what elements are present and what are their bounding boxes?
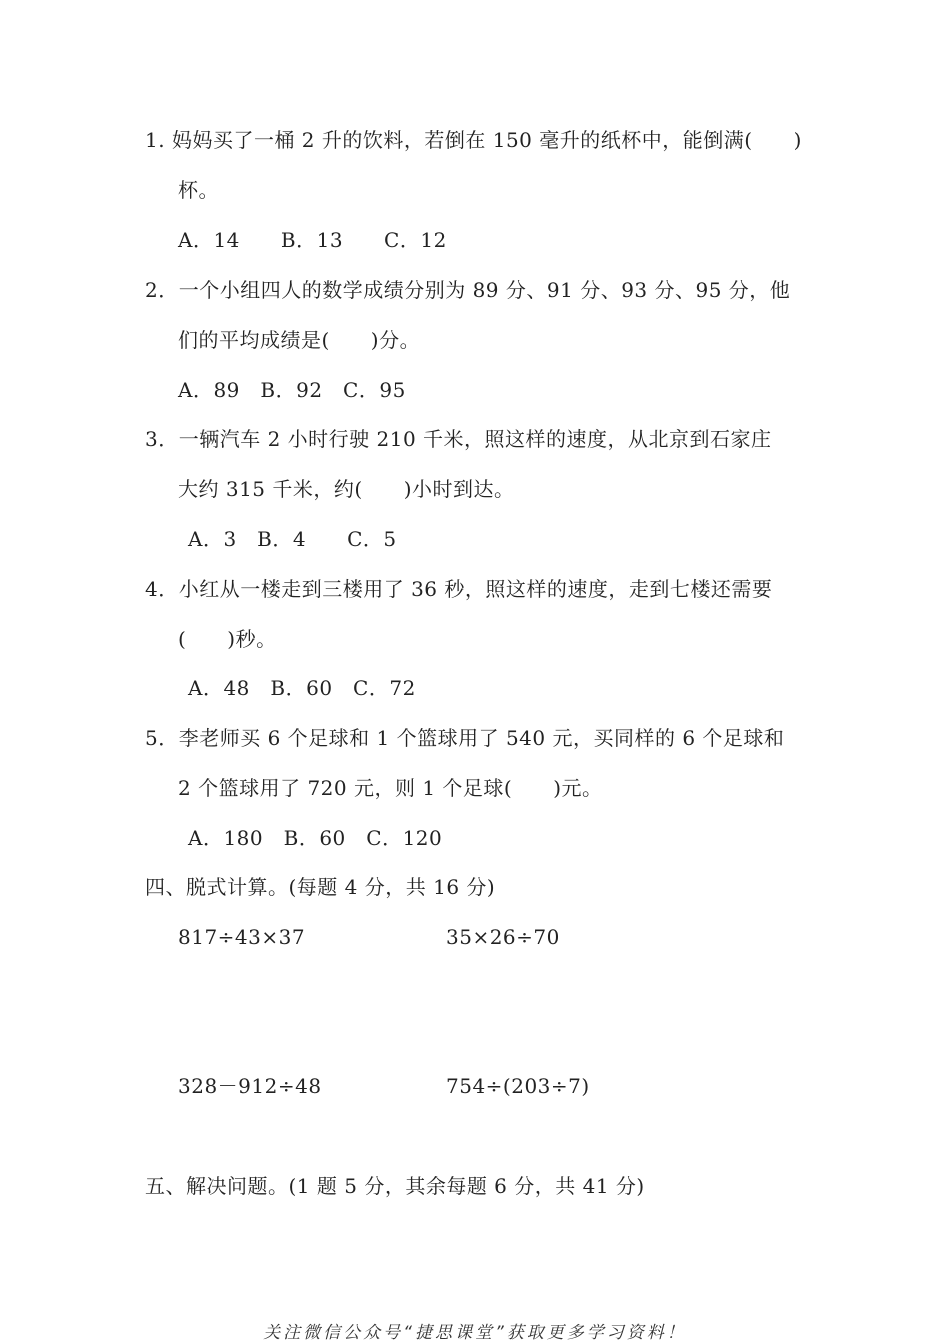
- calc-expr-4: 754÷(203÷7): [446, 1074, 590, 1098]
- footer-note: 关注微信公众号“捷思课堂”获取更多学习资料！: [263, 1323, 687, 1343]
- q3-line2: 大约 315 千米，约( )小时到达。: [178, 477, 515, 501]
- q2-options: A．89 B．92 C．95: [178, 378, 406, 402]
- q5-options: A．180 B．60 C．120: [188, 826, 443, 850]
- calc-expr-3: 328－912÷48: [178, 1074, 322, 1098]
- q2-line1: 2．一个小组四人的数学成绩分别为 89 分、91 分、93 分、95 分，他: [145, 278, 791, 302]
- q3-line1: 3．一辆汽车 2 小时行驶 210 千米，照这样的速度，从北京到石家庄: [145, 427, 772, 451]
- q4-line1: 4．小红从一楼走到三楼用了 36 秒，照这样的速度，走到七楼还需要: [145, 577, 773, 601]
- q2-line2: 们的平均成绩是( )分。: [178, 328, 421, 352]
- q1-line2: 杯。: [178, 178, 219, 202]
- q3-options: A．3 B．4 C．5: [188, 527, 397, 551]
- q5-line1: 5．李老师买 6 个足球和 1 个篮球用了 540 元，买同样的 6 个足球和: [145, 726, 785, 750]
- section4-title: 四、脱式计算。(每题 4 分，共 16 分): [145, 875, 496, 899]
- q1-line1: 1. 妈妈买了一桶 2 升的饮料，若倒在 150 毫升的纸杯中，能倒满( ): [145, 128, 802, 152]
- q4-line2: ( )秒。: [178, 627, 277, 651]
- calc-expr-1: 817÷43×37: [178, 925, 306, 949]
- calc-expr-2: 35×26÷70: [446, 925, 560, 949]
- q5-line2: 2 个篮球用了 720 元，则 1 个足球( )元。: [178, 776, 603, 800]
- q1-options: A．14 B．13 C．12: [178, 228, 447, 252]
- section5-title: 五、解决问题。(1 题 5 分，其余每题 6 分，共 41 分): [145, 1174, 645, 1198]
- q4-options: A．48 B．60 C．72: [188, 676, 416, 700]
